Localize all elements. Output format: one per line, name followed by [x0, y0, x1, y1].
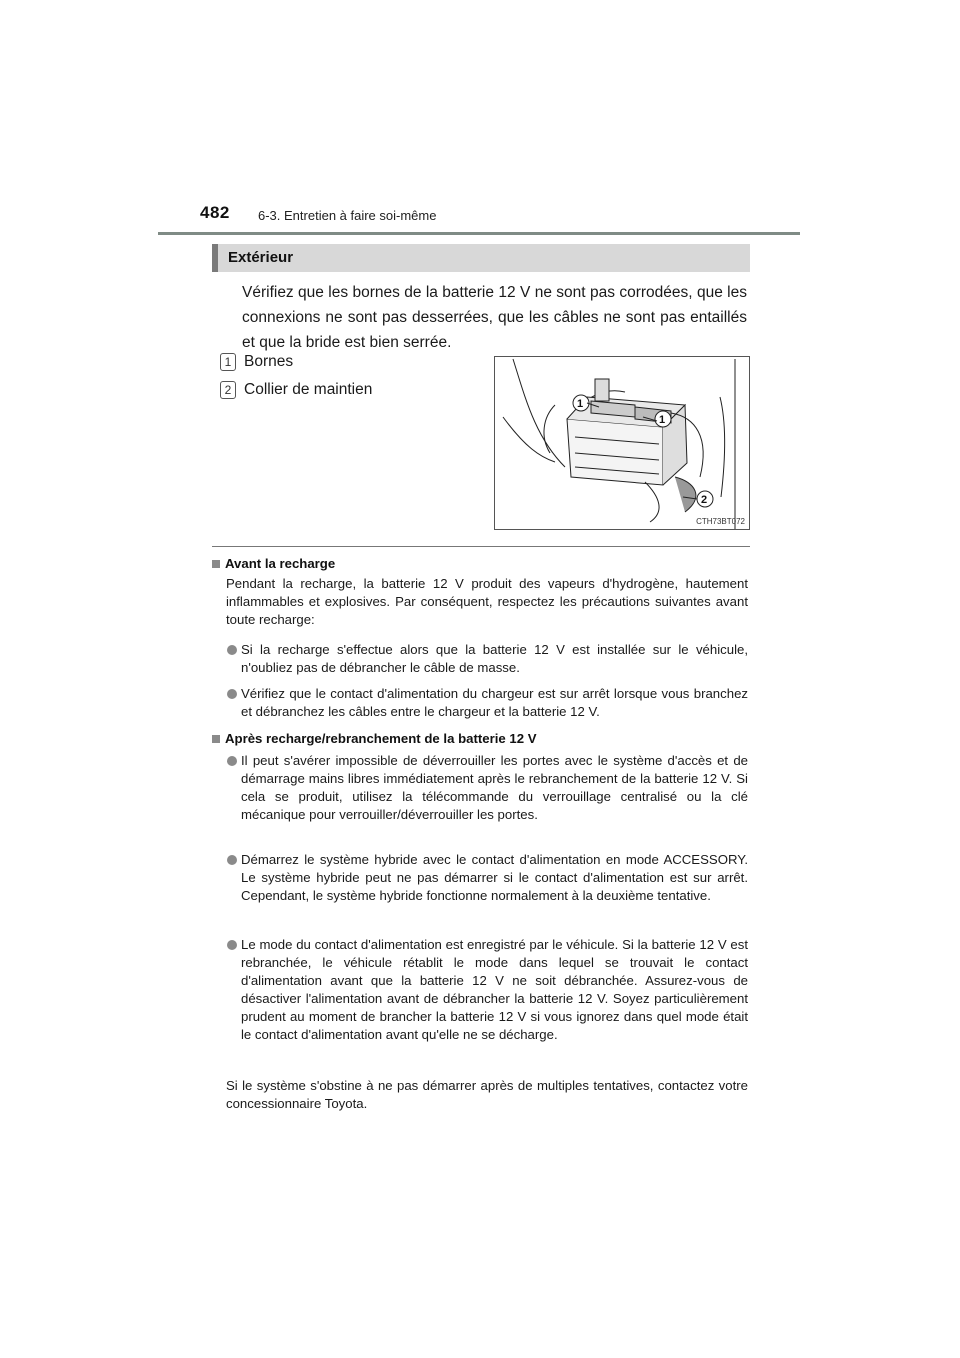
- figure-marker: 1: [577, 398, 584, 410]
- callout-1: [220, 353, 293, 371]
- box-bottom-rule: [212, 546, 750, 547]
- bullet-text: Il peut s'avérer impossible de déverrouiller les portes avec le système d'accès et de démarrage mains libres immédiatement après le rebranchement de la batterie 12 V. Si cela se produit, utilisez la télécommande du verrouillage centralisé ou la clé mécanique pour verrouiller/déverrouiller les portes.: [241, 753, 748, 822]
- figure-marker: 1: [659, 414, 666, 426]
- battery-drawing: [495, 357, 750, 530]
- page-number: 482: [200, 203, 230, 222]
- circle-bullet-icon: [227, 756, 237, 766]
- square-bullet-icon: [212, 560, 220, 568]
- bullet-text: Démarrez le système hybride avec le contact d'alimentation en mode ACCESSORY. Le système hybride peut ne pas démarrer si le contact d'alimentation est sur arrêt. Cependant, le système hybride fonctionne normalement à la deuxième tentative.: [241, 852, 748, 903]
- header-rule: [158, 232, 800, 235]
- callout-2: [220, 381, 372, 399]
- callout-number: 2: [220, 381, 236, 399]
- square-bullet-icon: [212, 735, 220, 743]
- circle-bullet-icon: [227, 855, 237, 865]
- section-paragraph: Pendant la recharge, la batterie 12 V produit des vapeurs d'hydrogène, hautement inflammables et explosives. Par conséquent, respectez les précautions suivantes avant toute recharge:: [226, 576, 748, 627]
- figure-marker: 2: [701, 494, 708, 506]
- callout-number: 1: [220, 353, 236, 371]
- section-title: 6-3. Entretien à faire soi-même: [258, 208, 437, 223]
- callout-label: Bornes: [244, 353, 294, 370]
- bullet-text: Le mode du contact d'alimentation est enregistré par le véhicule. Si la batterie 12 V est rebranchée, le véhicule rétablit le mode dans lequel se trouvait le contact d'alimentation avant que la batterie 12 V ne soit débranchée. Assurez-vous de désactiver l'alimentation avant de débrancher la batterie 12 V. Soyez particulièrement prudent au moment de brancher la batterie 12 V si vous ignorez dans quel mode était le contact d'alimentation avant qu'elle ne se décharge.: [241, 937, 748, 1042]
- closing-paragraph: Si le système s'obstine à ne pas démarrer après de multiples tentatives, contactez votre concessionnaire Toyota.: [226, 1078, 748, 1111]
- box-title: Extérieur: [228, 249, 294, 266]
- box-header: [212, 244, 750, 272]
- figure-code: CTH73BT072: [696, 517, 745, 526]
- callout-label: Collier de maintien: [244, 381, 373, 398]
- section-heading: [212, 731, 537, 746]
- bullet-text: Si la recharge s'effectue alors que la batterie 12 V est installée sur le véhicule, n'oubliez pas de débrancher le câble de masse.: [241, 642, 748, 675]
- battery-illustration: [494, 356, 750, 530]
- section-title: Après recharge/rebranchement de la batterie 12 V: [225, 731, 537, 746]
- circle-bullet-icon: [227, 940, 237, 950]
- section-heading: [212, 556, 335, 571]
- circle-bullet-icon: [227, 645, 237, 655]
- section-title: Avant la recharge: [225, 556, 336, 571]
- bullet-text: Vérifiez que le contact d'alimentation du chargeur est sur arrêt lorsque vous branchez et débranchez les câbles entre le chargeur et la batterie 12 V.: [241, 686, 748, 719]
- intro-paragraph: Vérifiez que les bornes de la batterie 12 V ne sont pas corrodées, que les connexions ne sont pas desserrées, que les câbles ne sont pas entaillés et que la bride est bien serrée.: [242, 284, 747, 351]
- circle-bullet-icon: [227, 689, 237, 699]
